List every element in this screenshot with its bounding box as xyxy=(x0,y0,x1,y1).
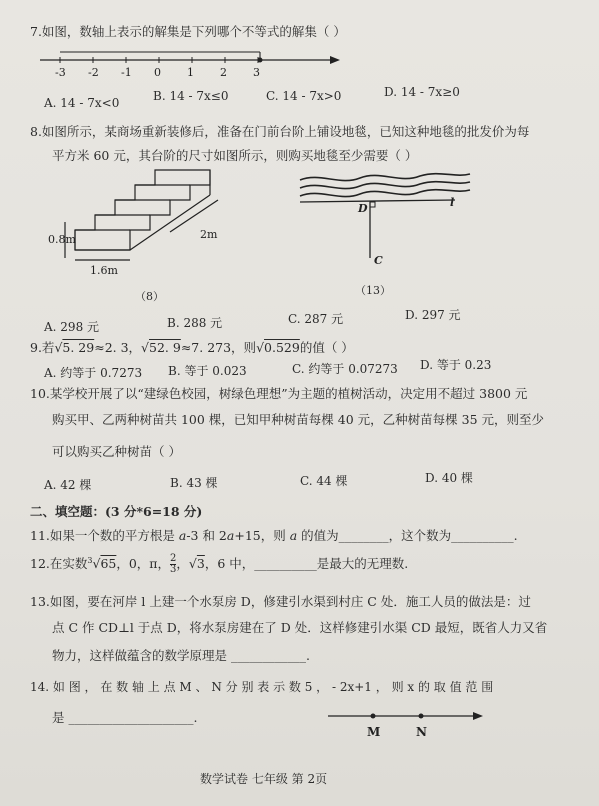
figure-8-caption: （8） xyxy=(135,290,164,303)
q13-line3: 物力，这样做蕴含的数学原理是 ____________. xyxy=(52,648,310,663)
q14-label-n: N xyxy=(416,725,427,739)
q12-radicand-2: 3 xyxy=(196,556,205,571)
q10-option-b[interactable]: B. 43 棵 xyxy=(170,476,218,490)
q7-tick-label: 1 xyxy=(187,66,194,79)
q7-stem: 7.如图，数轴上表示的解集是下列哪个不等式的解集（ ） xyxy=(30,24,346,39)
q12-text-3: ， xyxy=(176,556,189,571)
q10-line2: 购买甲、乙两种树苗共 100 棵，已知甲种树苗每棵 40 元，乙种树苗每棵 35 元，则至少 xyxy=(52,412,545,427)
q12-stem xyxy=(30,554,408,575)
q8-option-d[interactable]: D. 297 元 xyxy=(405,308,461,322)
q13-line2: 点 C 作 CD⊥l 于点 D，将水泵房建在了 D 处．这样修建引水渠 CD 最短，既省人力又省 xyxy=(52,620,548,635)
q12-root-sign-1: √ xyxy=(92,556,101,571)
q12-text-1: 12.在实数 xyxy=(30,556,88,571)
q9-sqrt-sign-1: √ xyxy=(54,340,63,355)
q11-var-a-2: a xyxy=(226,528,235,543)
q11-text-3: +15，则 xyxy=(234,528,290,543)
q8-option-c[interactable]: C. 287 元 xyxy=(288,312,344,326)
q7-tick-label: -3 xyxy=(55,66,66,79)
q12-fraction-den: 3 xyxy=(170,564,177,575)
q14-number-line xyxy=(328,706,488,742)
q12-fraction-num: 2 xyxy=(170,553,177,564)
q7-option-a[interactable]: A. 14 - 7x<0 xyxy=(44,96,120,110)
q9-sqrt-sign-3: √ xyxy=(256,340,265,355)
figure-13-river xyxy=(290,160,480,280)
q7-tick-label: 2 xyxy=(220,66,227,79)
q7-option-c[interactable]: C. 14 - 7x>0 xyxy=(266,89,342,103)
q11-var-a-3: a xyxy=(289,528,298,543)
q11-text-1: 11.如果一个数的平方根是 xyxy=(30,528,179,543)
q8-stem-line2: 平方米 60 元，其台阶的尺寸如图所示，则购买地毯至少需要（ ） xyxy=(52,148,418,163)
q12-root-sign-2: √ xyxy=(188,556,197,571)
q14-line2: 是 ____________________. xyxy=(52,710,198,725)
q9-approx-1: ≈2. 3， xyxy=(94,340,142,355)
figure-13-label-c: C xyxy=(374,254,383,267)
q9-option-a[interactable]: A. 约等于 0.7273 xyxy=(44,366,143,380)
figure-8-height-label: 0.8m xyxy=(48,233,76,246)
page-footer: 数学试卷 七年级 第 2页 xyxy=(200,772,328,786)
figure-13-caption: （13） xyxy=(355,284,391,297)
q10-line1: 10.某学校开展了以“建绿色校园，树绿色理想”为主题的植树活动，决定用不超过 3800 元 xyxy=(30,386,528,401)
q9-radicand-1: 5. 29 xyxy=(62,340,95,355)
q8-stem-line1: 8.如图所示，某商场重新装修后，准备在门前台阶上铺设地毯，已知这种地毯的批发价为每 xyxy=(30,124,530,139)
q14-label-m: M xyxy=(367,725,381,739)
q10-option-d[interactable]: D. 40 棵 xyxy=(425,471,473,485)
figure-13-label-d: D xyxy=(358,202,368,215)
q12-radicand-1: 65 xyxy=(100,556,117,571)
q7-number-line xyxy=(30,40,350,80)
figure-13-label-l: l xyxy=(450,196,455,209)
q7-tick-label: 3 xyxy=(253,66,260,79)
q7-option-b[interactable]: B. 14 - 7x≤0 xyxy=(153,89,229,103)
q9-approx-2: ≈7. 273，则 xyxy=(180,340,257,355)
q11-stem xyxy=(30,526,518,544)
section-2-title: 二、填空题：(3 分*6=18 分) xyxy=(30,504,203,519)
q9-prefix: 9.若 xyxy=(30,340,55,355)
q7-tick-label: -2 xyxy=(88,66,99,79)
q7-tick-label: -1 xyxy=(121,66,132,79)
figure-8-width-label: 2m xyxy=(200,228,218,241)
q9-sqrt-sign-2: √ xyxy=(141,340,150,355)
q9-suffix: 的值（ ） xyxy=(299,340,354,355)
q14-line1: 14. 如 图 ， 在 数 轴 上 点 M 、 N 分 别 表 示 数 5 ， - 2x+1 ， 则 x 的 取 值 范 围 xyxy=(30,680,494,694)
q12-text-2: ，0，π， xyxy=(116,556,171,571)
q7-tick-label: 0 xyxy=(154,66,161,79)
q10-line3: 可以购买乙种树苗（ ） xyxy=(52,444,181,459)
q9-stem xyxy=(30,338,354,356)
q10-option-a[interactable]: A. 42 棵 xyxy=(44,478,92,492)
q9-option-c[interactable]: C. 约等于 0.07273 xyxy=(292,362,398,376)
q10-option-c[interactable]: C. 44 棵 xyxy=(300,474,348,488)
q11-var-a-1: a xyxy=(178,528,187,543)
q7-option-d[interactable]: D. 14 - 7x≥0 xyxy=(384,85,460,99)
q11-text-2: -3 和 2 xyxy=(186,528,227,543)
figure-8-length-label: 1.6m xyxy=(90,264,118,277)
q13-line1: 13.如图，要在河岸 l 上建一个水泵房 D，修建引水渠到村庄 C 处．施工人员的做法是：过 xyxy=(30,594,531,609)
q12-cube-root-index: 3 xyxy=(87,555,93,565)
q9-radicand-3: 0.529 xyxy=(264,340,300,355)
figure-8-staircase xyxy=(40,160,240,300)
q9-radicand-2: 52. 9 xyxy=(149,340,181,355)
q9-option-b[interactable]: B. 等于 0.023 xyxy=(168,364,247,378)
q9-option-d[interactable]: D. 等于 0.23 xyxy=(420,358,492,372)
q8-option-a[interactable]: A. 298 元 xyxy=(44,320,100,334)
q8-option-b[interactable]: B. 288 元 xyxy=(167,316,223,330)
q12-text-4: ，6 中，__________是最大的无理数. xyxy=(204,556,409,571)
q11-text-4: 的值为________，这个数为__________. xyxy=(297,528,518,543)
